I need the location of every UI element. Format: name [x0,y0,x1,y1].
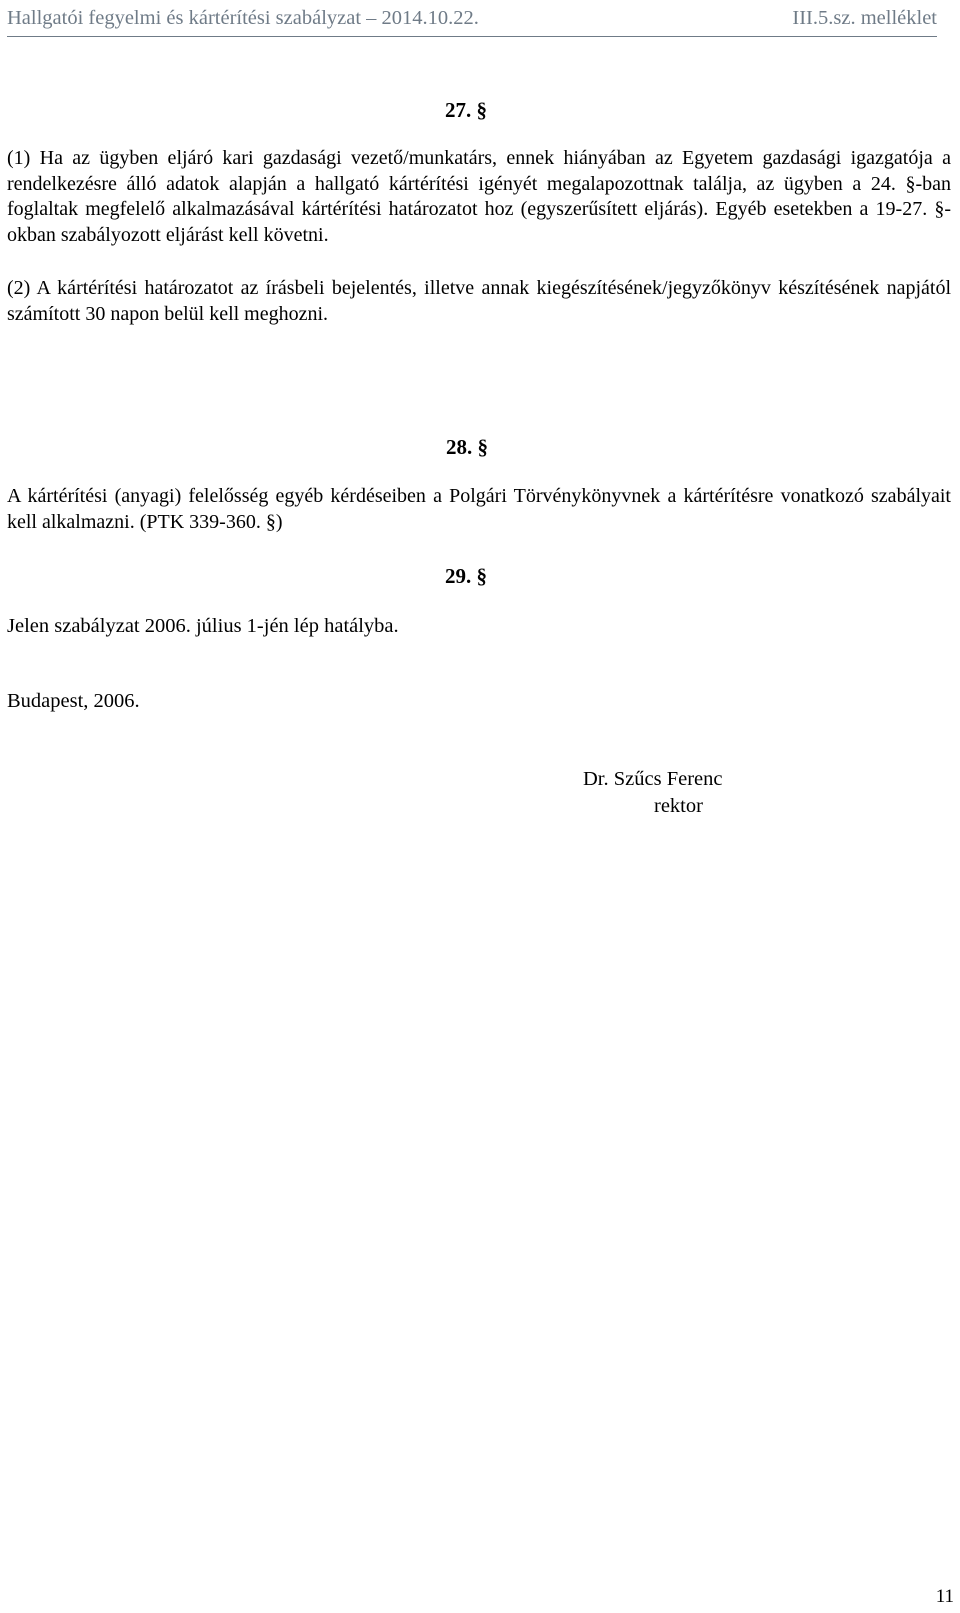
page-header [7,4,937,37]
annex-label: III.5.sz. melléklet [792,7,937,29]
section-27-paragraph-2: (2) A kártérítési határozatot az írásbeli bejelentés, illetve annak kiegészítésének/jegyzőkönyv készítésének napjától számított 30 napon belül kell meghozni. [7,277,951,325]
section-heading-28: 28. § [446,435,488,459]
section-27-paragraph-1: (1) Ha az ügyben eljáró kari gazdasági vezető/munkatárs, ennek hiányában az Egyetem gazdasági igazgatója a rendelkezésre álló adatok alapján a hallgató kártérítési igényét megalapozottnak találja, az ügyben a 24. §-ban foglaltak megfelelő alkalmazásával kártérítési határozatot hoz (egyszerűsített eljárás). Egyéb esetekben a 19-27. §-okban szabályozott eljárást kell követni. [7,147,951,246]
page-number: 11 [935,1586,954,1607]
signatory-name: Dr. Szűcs Ferenc [583,768,723,790]
document-title: Hallgatói fegyelmi és kártérítési szabályzat – 2014.10.22. [7,7,479,29]
section-28-paragraph-1: A kártérítési (anyagi) felelősség egyéb kérdéseiben a Polgári Törvénykönyvnek a kártérítésre vonatkozó szabályait kell alkalmazni. (PTK 339-360. §) [7,485,951,533]
section-heading-27: 27. § [445,98,487,122]
place-and-date: Budapest, 2006. [7,690,140,712]
signatory-title: rektor [654,795,703,817]
section-29-paragraph-1: Jelen szabályzat 2006. július 1-jén lép hatályba. [7,615,399,637]
section-heading-29: 29. § [445,564,487,588]
